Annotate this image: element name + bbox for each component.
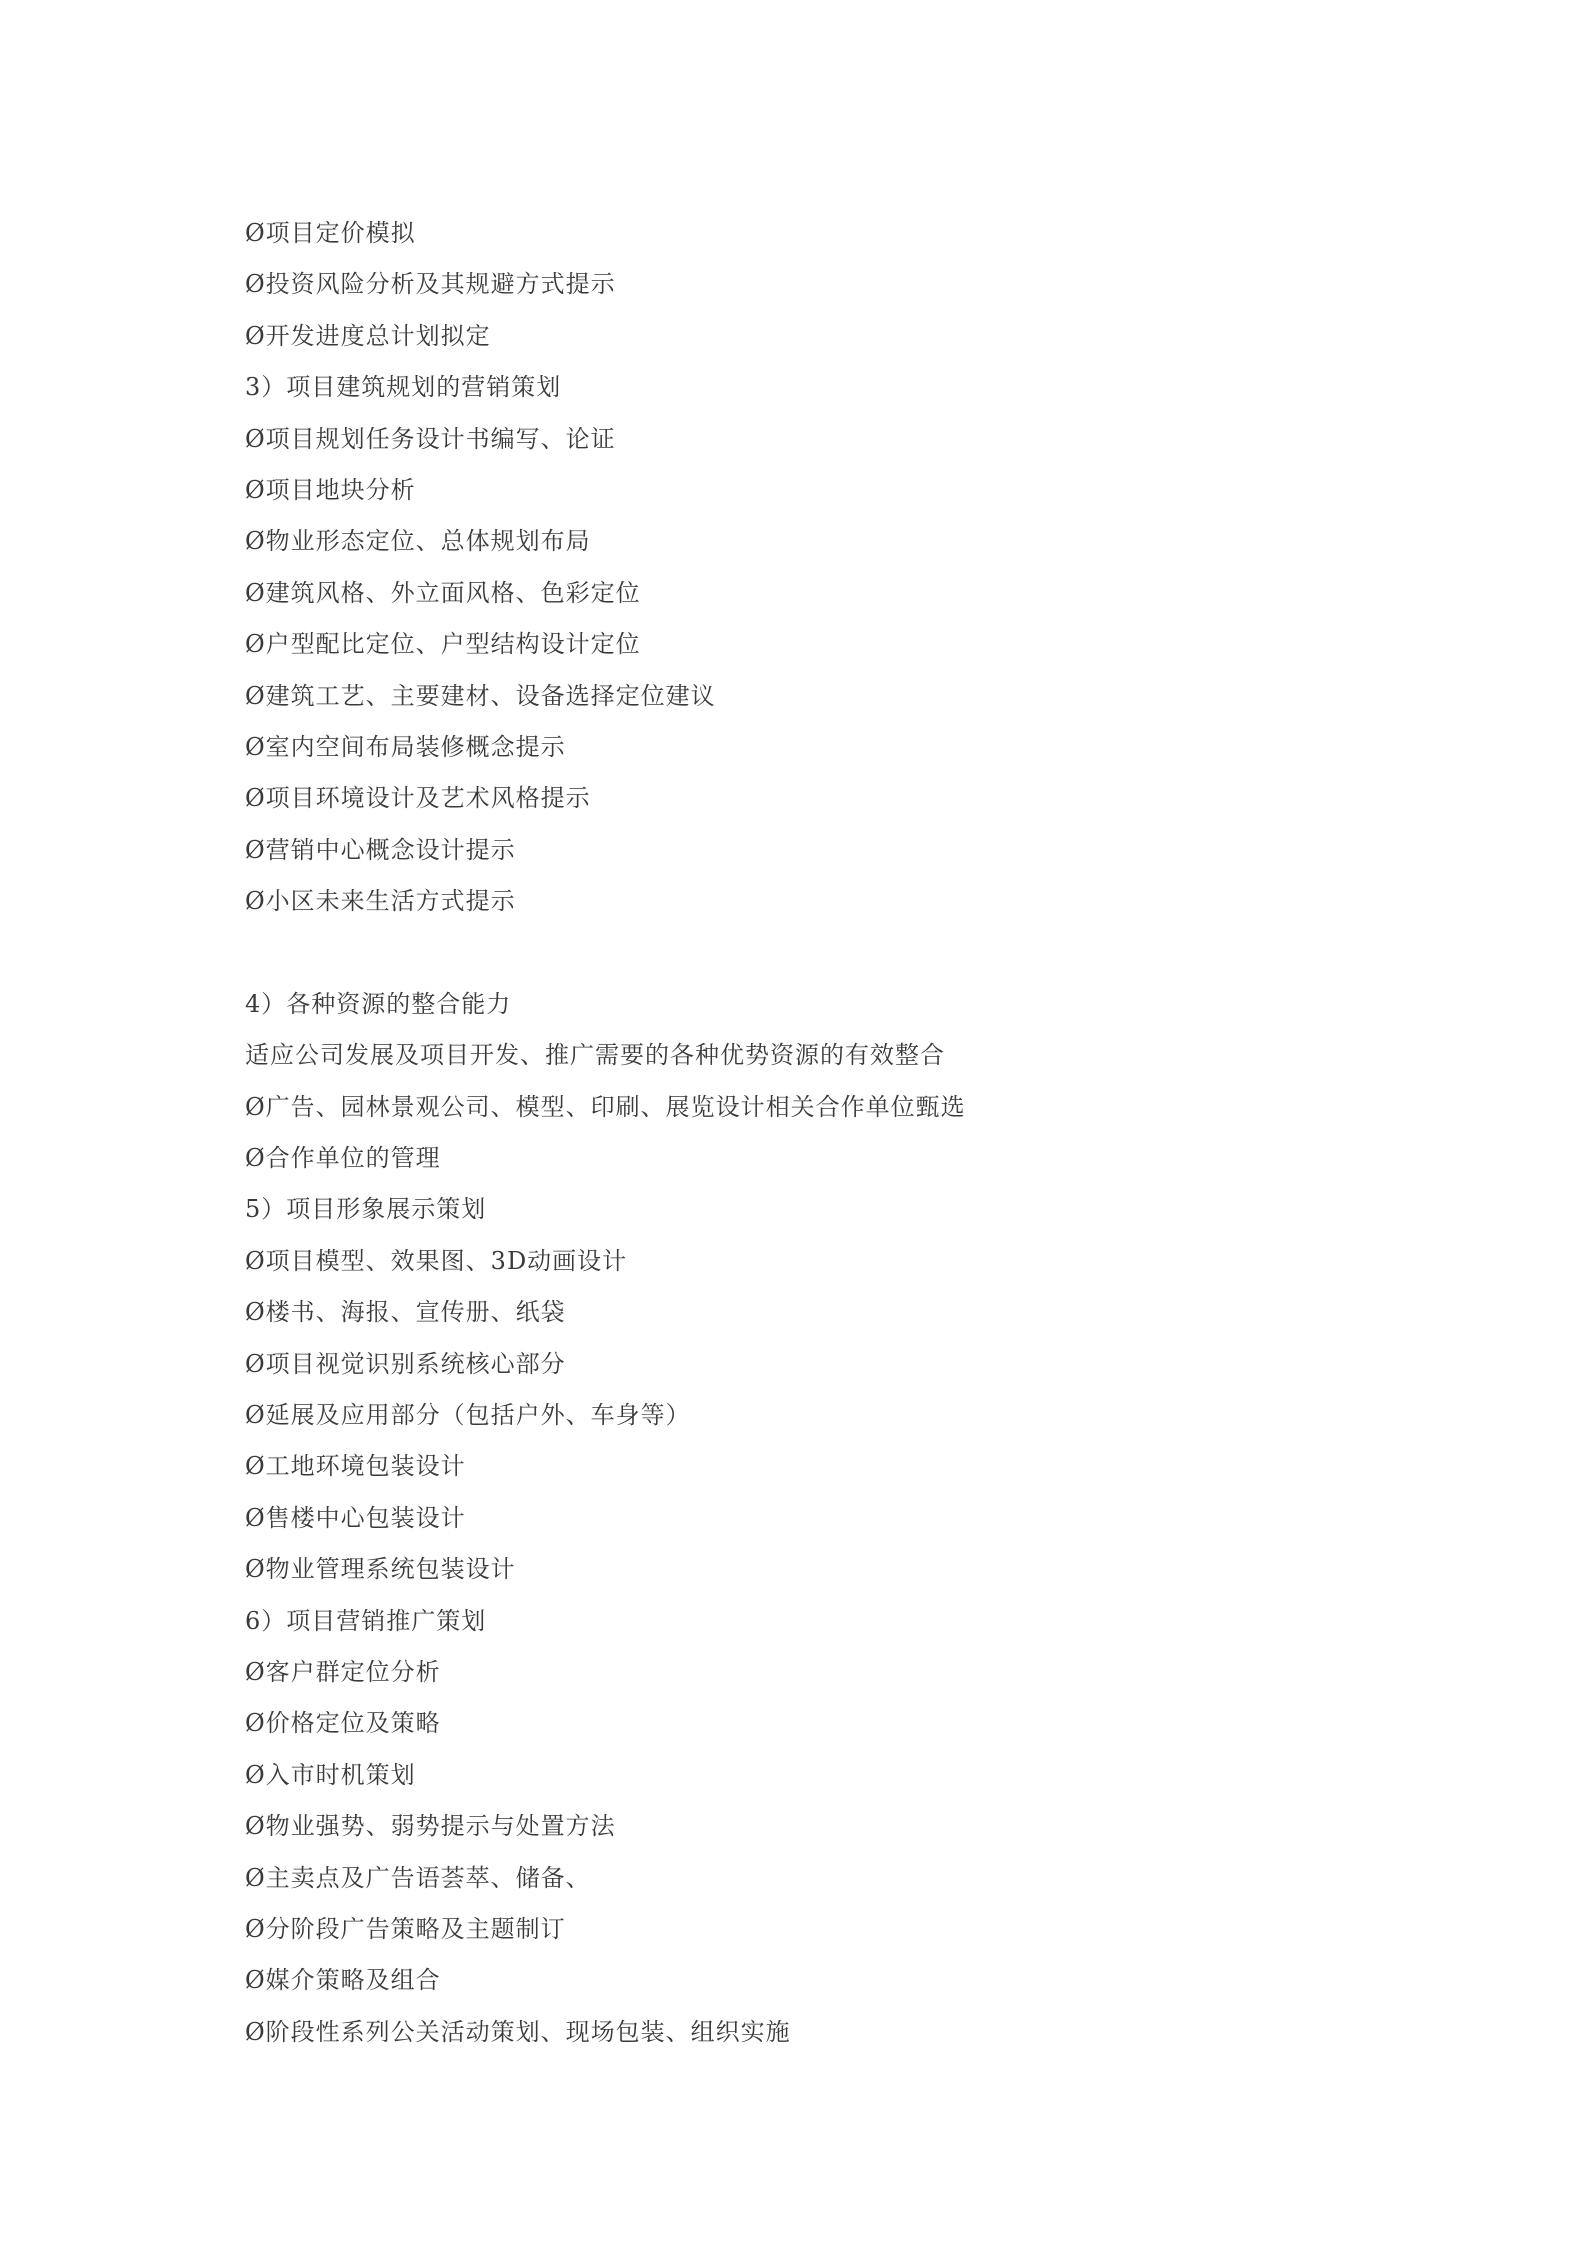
- list-item: Ø项目地块分析: [245, 475, 416, 504]
- list-item: Ø营销中心概念设计提示: [245, 835, 516, 864]
- list-item: Ø广告、园林景观公司、模型、印刷、展览设计相关合作单位甄选: [245, 1092, 966, 1121]
- list-item: Ø物业形态定位、总体规划布局: [245, 527, 591, 556]
- document-body: [245, 208, 1395, 2058]
- list-item: Ø楼书、海报、宣传册、纸袋: [245, 1298, 566, 1327]
- list-item: Ø项目规划任务设计书编写、论证: [245, 424, 616, 453]
- list-item: Ø项目环境设计及艺术风格提示: [245, 784, 591, 813]
- list-item: Ø项目视觉识别系统核心部分: [245, 1349, 566, 1378]
- section-heading: 4）各种资源的整合能力: [245, 989, 512, 1018]
- list-item: Ø项目模型、效果图、3D动画设计: [245, 1246, 628, 1275]
- list-item: Ø物业强势、弱势提示与处置方法: [245, 1812, 616, 1841]
- list-item: Ø建筑工艺、主要建材、设备选择定位建议: [245, 681, 716, 710]
- list-item: Ø户型配比定位、户型结构设计定位: [245, 630, 641, 659]
- paragraph: 适应公司发展及项目开发、推广需要的各种优势资源的有效整合: [245, 1041, 945, 1070]
- list-item: Ø投资风险分析及其规避方式提示: [245, 270, 616, 299]
- list-item: Ø开发进度总计划拟定: [245, 321, 491, 350]
- list-item: Ø合作单位的管理: [245, 1144, 441, 1173]
- section-heading: 3）项目建筑规划的营销策划: [245, 373, 562, 402]
- list-item: Ø分阶段广告策略及主题制订: [245, 1914, 566, 1943]
- list-item: Ø工地环境包装设计: [245, 1452, 466, 1481]
- list-item: Ø建筑风格、外立面风格、色彩定位: [245, 578, 641, 607]
- list-item: Ø主卖点及广告语荟萃、储备、: [245, 1863, 591, 1892]
- list-item: Ø阶段性系列公关活动策划、现场包装、组织实施: [245, 2017, 791, 2046]
- section-heading: 5）项目形象展示策划: [245, 1195, 487, 1224]
- list-item: Ø客户群定位分析: [245, 1657, 441, 1686]
- list-item: Ø物业管理系统包装设计: [245, 1555, 516, 1584]
- list-item: Ø媒介策略及组合: [245, 1966, 441, 1995]
- list-item: Ø售楼中心包装设计: [245, 1503, 466, 1532]
- list-item: Ø价格定位及策略: [245, 1709, 441, 1738]
- section-heading: 6）项目营销推广策划: [245, 1606, 487, 1635]
- list-item: Ø延展及应用部分（包括户外、车身等）: [245, 1400, 691, 1429]
- list-item: Ø入市时机策划: [245, 1760, 416, 1789]
- list-item: Ø项目定价模拟: [245, 219, 416, 247]
- list-item: Ø室内空间布局装修概念提示: [245, 732, 566, 761]
- list-item: Ø小区未来生活方式提示: [245, 887, 516, 916]
- blank-line: [245, 927, 1395, 978]
